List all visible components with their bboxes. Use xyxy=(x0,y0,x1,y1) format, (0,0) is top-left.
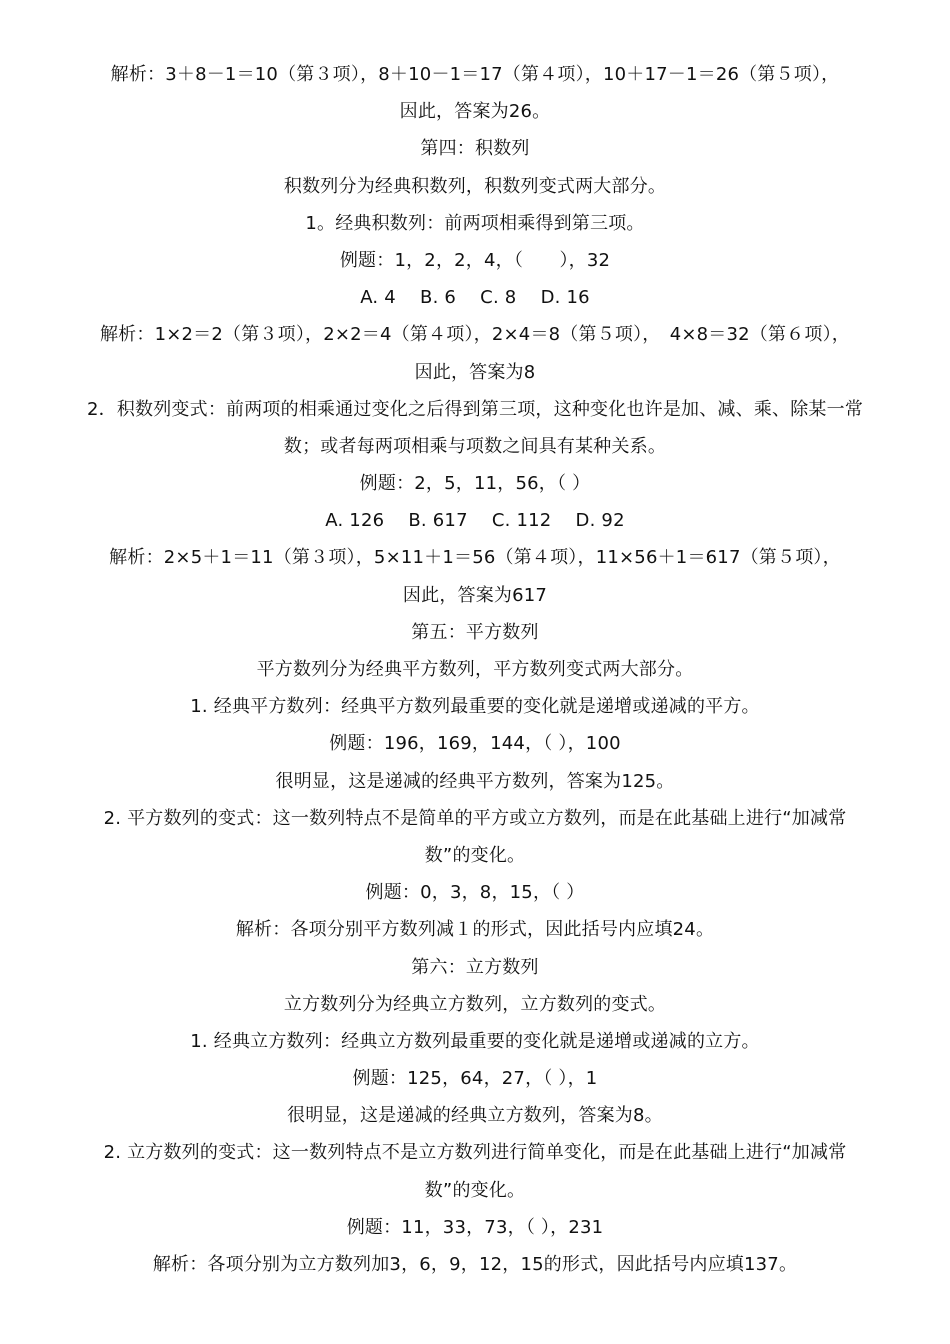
answer-product-variant: 因此，答案为617 xyxy=(402,584,548,606)
item-cube-variant-line1: 2. 立方数列的变式：这一数列特点不是立方数列进行简单变化，而是在此基础上进行“加减常 xyxy=(103,1142,847,1164)
answer-classic-square: 很明显，这是递减的经典平方数列，答案为125。 xyxy=(275,770,675,792)
section-heading-product: 第四：积数列 xyxy=(420,138,530,160)
options-product-variant: A. 126 B. 617 C. 112 D. 92 xyxy=(325,510,625,532)
analysis-sum-series: 解析：3＋8－1＝10（第３项），8＋10－1＝17（第４项），10＋17－1＝26（第５项）， xyxy=(110,64,840,85)
document-page xyxy=(50,56,900,1283)
answer-classic-product: 因此，答案为8 xyxy=(414,361,536,383)
example-classic-product: 例题：1，2，2，4，（ ），32 xyxy=(339,249,611,271)
options-classic-product: A. 4 B. 6 C. 8 D. 16 xyxy=(360,287,590,309)
answer-sum-series: 因此，答案为26。 xyxy=(399,101,551,123)
item-classic-product: 1。经典积数列：前两项相乘得到第三项。 xyxy=(305,212,645,234)
item-square-variant-line1: 2. 平方数列的变式：这一数列特点不是简单的平方或立方数列，而是在此基础上进行“加减常 xyxy=(103,807,847,829)
item-product-variant-line1: 2．积数列变式：前两项的相乘通过变化之后得到第三项，这种变化也许是加、减、乘、除某一常 xyxy=(86,398,864,420)
analysis-product-variant: 解析：2×5＋1＝11（第３项），5×11＋1＝56（第４项），11×56＋1＝617（第５项）， xyxy=(109,547,841,569)
section-heading-cube: 第六：立方数列 xyxy=(411,956,539,978)
intro-product: 积数列分为经典积数列，积数列变式两大部分。 xyxy=(283,175,667,197)
example-square-variant: 例题：0，3，8，15，（ ） xyxy=(365,882,585,904)
answer-classic-cube: 很明显，这是递减的经典立方数列，答案为8。 xyxy=(287,1105,663,1127)
item-cube-variant-line2: 数”的变化。 xyxy=(424,1179,526,1201)
item-classic-cube: 1. 经典立方数列：经典立方数列最重要的变化就是递增或递减的立方。 xyxy=(190,1030,760,1052)
item-square-variant-line2: 数”的变化。 xyxy=(424,844,526,866)
analysis-cube-variant: 解析：各项分别为立方数列加3，6，9，12，15的形式，因此括号内应填137。 xyxy=(152,1254,798,1275)
analysis-classic-product: 解析：1×2＝2（第３项），2×2＝4（第４项），2×4＝8（第５项）， 4×8＝32（第６项）， xyxy=(99,324,850,346)
example-cube-variant: 例题：11，33，73，（ ），231 xyxy=(346,1216,604,1238)
example-product-variant: 例题：2，5，11，56，（ ） xyxy=(359,473,591,495)
analysis-square-variant: 解析：各项分别平方数列减１的形式，因此括号内应填24。 xyxy=(235,919,715,941)
item-product-variant-line2: 数；或者每两项相乘与项数之间具有某种关系。 xyxy=(283,435,667,457)
example-classic-square: 例题：196，169，144，（ ），100 xyxy=(329,733,621,755)
section-heading-square: 第五：平方数列 xyxy=(411,621,539,643)
intro-square: 平方数列分为经典平方数列，平方数列变式两大部分。 xyxy=(256,659,694,680)
intro-cube: 立方数列分为经典立方数列，立方数列的变式。 xyxy=(283,993,667,1015)
item-classic-square: 1. 经典平方数列：经典平方数列最重要的变化就是递增或递减的平方。 xyxy=(190,696,760,718)
example-classic-cube: 例题：125，64，27，（ ），1 xyxy=(352,1068,598,1090)
